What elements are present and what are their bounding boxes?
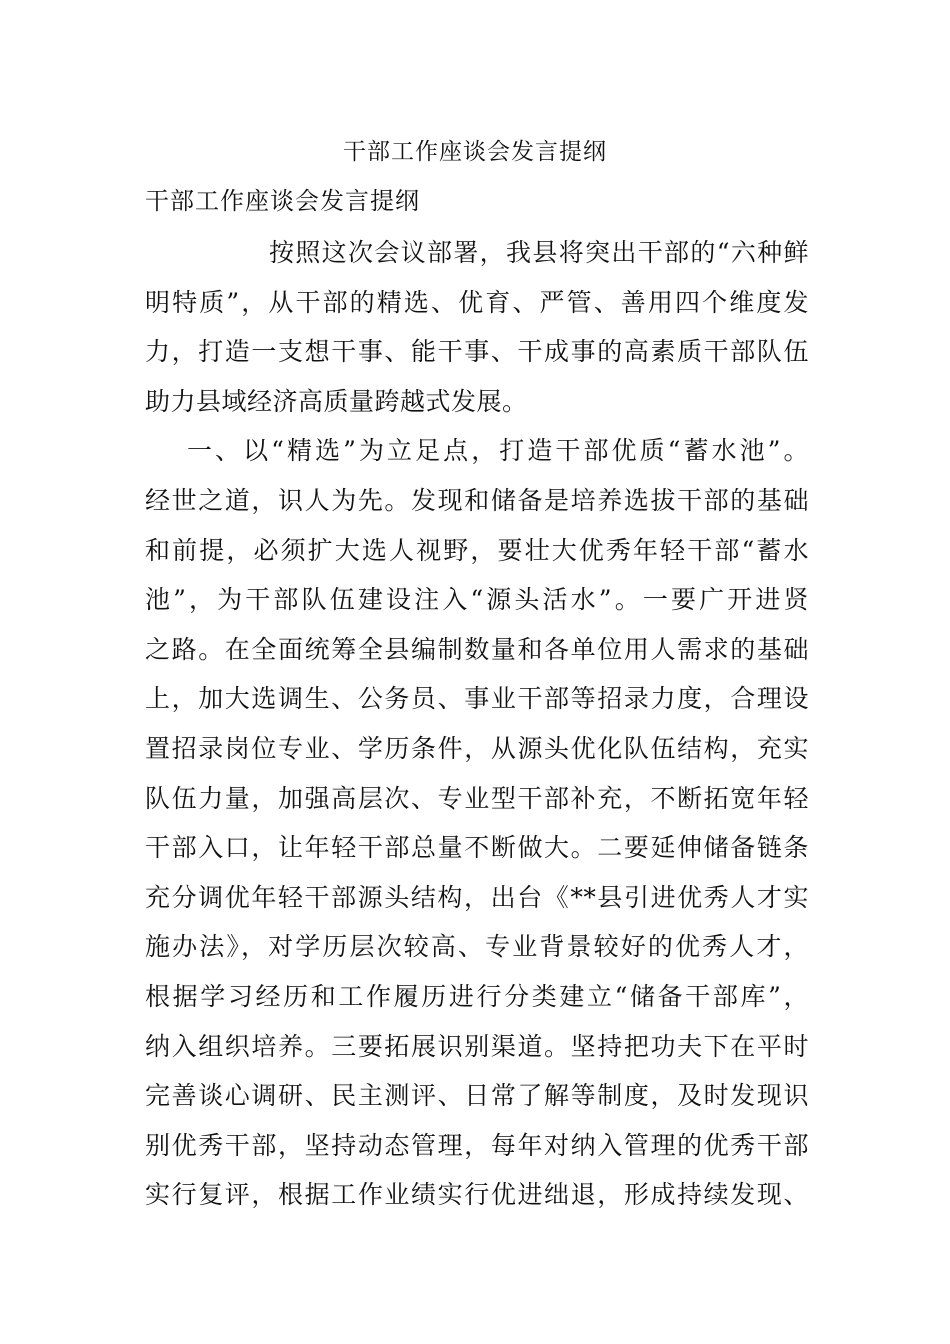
section-heading-line: 一、以“精选”为立足点，打造干部优质“蓄水池”。 xyxy=(187,436,809,466)
body-line: 充分调优年轻干部源头结构，出台《**县引进优秀人才实 xyxy=(145,882,809,912)
body-line: 实行复评，根据工作业绩实行优进绌退，形成持续发现、 xyxy=(145,1180,809,1210)
body-line: 力，打造一支想干事、能干事、干成事的高素质干部队伍 xyxy=(145,337,809,367)
body-line: 按照这次会议部署，我县将突出干部的“六种鲜 xyxy=(269,238,809,267)
body-line: 之路。在全面统筹全县编制数量和各单位用人需求的基础 xyxy=(145,634,809,664)
body-line: 经世之道，识人为先。发现和储备是培养选拔干部的基础 xyxy=(145,485,809,515)
body-line: 干部入口，让年轻干部总量不断做大。二要延伸储备链条 xyxy=(145,833,809,863)
body-line: 助力县域经济高质量跨越式发展。 xyxy=(145,386,528,416)
document-body xyxy=(145,228,809,1220)
body-line: 置招录岗位专业、学历条件，从源头优化队伍结构，充实 xyxy=(145,733,809,763)
body-line: 明特质”，从干部的精选、优育、严管、善用四个维度发 xyxy=(145,287,809,317)
document-subtitle: 干部工作座谈会发言提纲 xyxy=(145,187,420,215)
body-line: 根据学习经历和工作履历进行分类建立“储备干部库”， xyxy=(145,981,809,1011)
body-line: 纳入组织培养。三要拓展识别渠道。坚持把功夫下在平时 xyxy=(145,1031,809,1061)
document-title: 干部工作座谈会发言提纲 xyxy=(343,139,607,165)
body-line: 队伍力量，加强高层次、专业型干部补充，不断拓宽年轻 xyxy=(145,783,809,813)
body-line: 和前提，必须扩大选人视野，要壮大优秀年轻干部“蓄水 xyxy=(145,535,809,565)
body-line: 池”，为干部队伍建设注入“源头活水”。一要广开进贤 xyxy=(145,585,809,615)
body-line: 上，加大选调生、公务员、事业干部等招录力度，合理设 xyxy=(145,684,809,714)
body-line: 完善谈心调研、民主测评、日常了解等制度，及时发现识 xyxy=(145,1081,809,1111)
body-line: 别优秀干部，坚持动态管理，每年对纳入管理的优秀干部 xyxy=(145,1130,809,1160)
body-line: 施办法》，对学历层次较高、专业背景较好的优秀人才， xyxy=(145,932,809,962)
